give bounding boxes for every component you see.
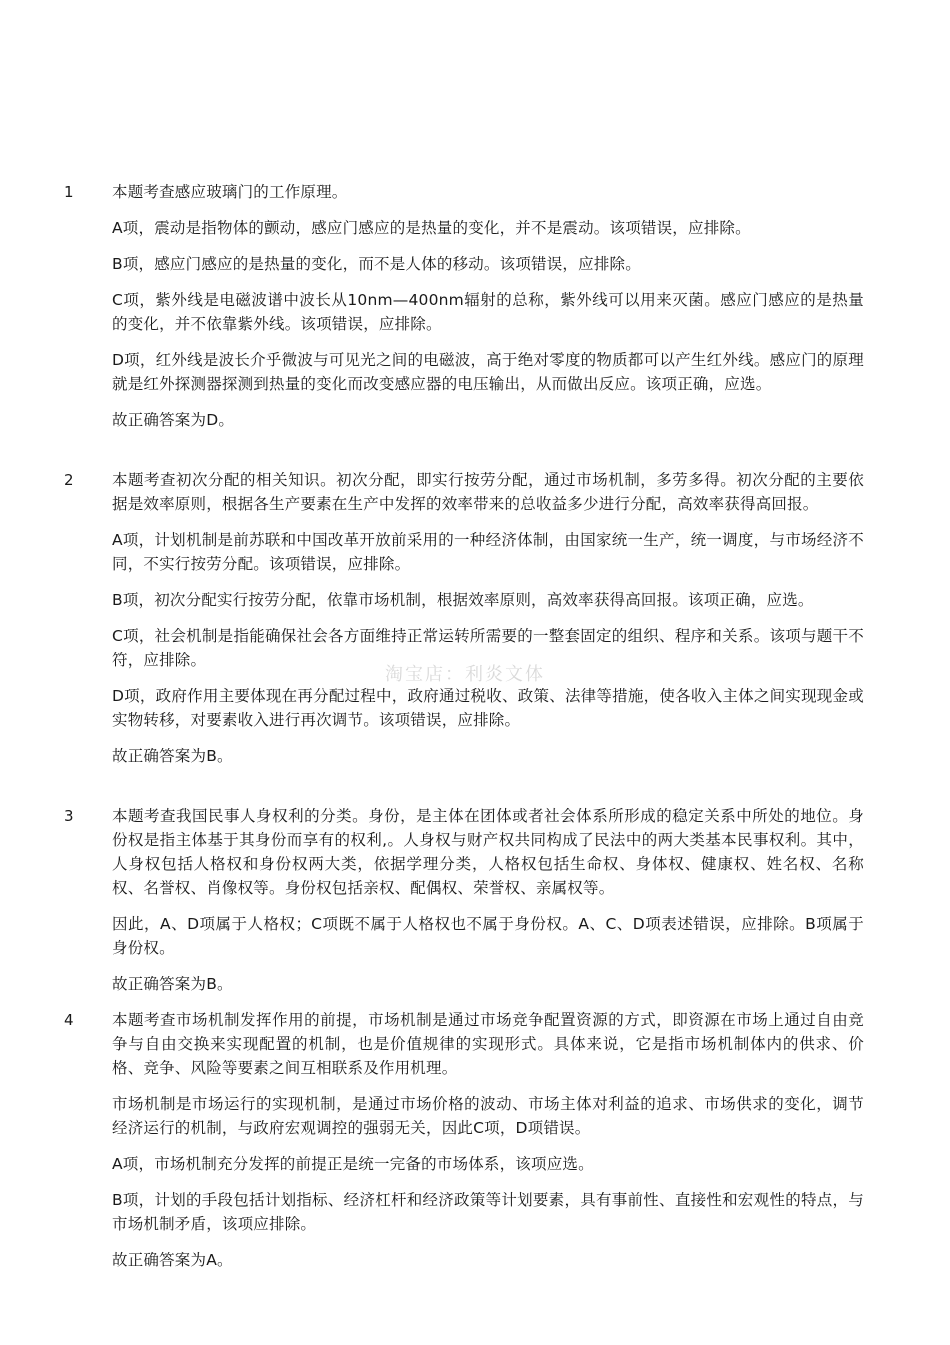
question-number: 2 <box>64 471 74 489</box>
paragraph: B项，计划的手段包括计划指标、经济杠杆和经济政策等计划要素，具有事前性、直接性和宏观性的特点，与市场机制矛盾，该项应排除。 <box>112 1191 864 1233</box>
paragraph: B项，感应门感应的是热量的变化，而不是人体的移动。该项错误，应排除。 <box>112 255 641 273</box>
question-body <box>112 1008 864 1284</box>
answer: 故正确答案为A。 <box>112 1251 233 1269</box>
question-number: 3 <box>64 807 74 825</box>
paragraph: C项，紫外线是电磁波谱中波长从10nm—400nm辐射的总称，紫外线可以用来灭菌。感应门感应的是热量的变化，并不依靠紫外线。该项错误，应排除。 <box>112 291 864 333</box>
paragraph: C项，社会机制是指能确保社会各方面维持正常运转所需要的一整套固定的组织、程序和关系。该项与题干不符，应排除。 <box>112 627 864 669</box>
paragraph: D项，红外线是波长介乎微波与可见光之间的电磁波，高于绝对零度的物质都可以产生红外线。感应门的原理就是红外探测器探测到热量的变化而改变感应器的电压输出，从而做出反应。该项正确，应选。 <box>112 351 864 393</box>
paragraph: 本题考查初次分配的相关知识。初次分配，即实行按劳分配，通过市场机制，多劳多得。初次分配的主要依据是效率原则，根据各生产要素在生产中发挥的效率带来的总收益多少进行分配，高效率获得高回报。 <box>112 471 864 513</box>
question-body <box>112 804 864 1008</box>
question-number: 4 <box>64 1011 74 1029</box>
paragraph: B项，初次分配实行按劳分配，依靠市场机制，根据效率原则，高效率获得高回报。该项正确，应选。 <box>112 591 814 609</box>
question-number: 1 <box>64 183 74 201</box>
paragraph: 市场机制是市场运行的实现机制，是通过市场价格的波动、市场主体对利益的追求、市场供求的变化，调节经济运行的机制，与政府宏观调控的强弱无关，因此C项，D项错误。 <box>112 1095 864 1137</box>
answer: 故正确答案为D。 <box>112 411 235 429</box>
question-body <box>112 468 864 780</box>
paragraph: A项，震动是指物体的颤动，感应门感应的是热量的变化，并不是震动。该项错误，应排除。 <box>112 219 751 237</box>
paragraph: 本题考查我国民事人身权利的分类。身份，是主体在团体或者社会体系所形成的稳定关系中所处的地位。身份权是指主体基于其身份而享有的权利,。人身权与财产权共同构成了民法中的两大类基本民事权利。其中，人身权包括人格权和身份权两大类，依据学理分类，人格权包括生命权、身体权、健康权、姓名权、名称权、名誉权、肖像权等。身份权包括亲权、配偶权、荣誉权、亲属权等。 <box>112 807 864 897</box>
watermark: 淘宝店：利炎文体 <box>385 664 545 685</box>
paragraph: 本题考查感应玻璃门的工作原理。 <box>112 183 348 201</box>
paragraph: A项，计划机制是前苏联和中国改革开放前采用的一种经济体制，由国家统一生产，统一调度，与市场经济不同，不实行按劳分配。该项错误，应排除。 <box>112 531 864 573</box>
answer: 故正确答案为B。 <box>112 747 233 765</box>
paragraph: 因此，A、D项属于人格权；C项既不属于人格权也不属于身份权。A、C、D项表述错误，应排除。B项属于身份权。 <box>112 915 864 957</box>
paragraph: D项，政府作用主要体现在再分配过程中，政府通过税收、政策、法律等措施，使各收入主体之间实现现金或实物转移，对要素收入进行再次调节。该项错误，应排除。 <box>112 687 864 729</box>
paragraph: 本题考查市场机制发挥作用的前提，市场机制是通过市场竞争配置资源的方式，即资源在市场上通过自由竞争与自由交换来实现配置的机制，也是价值规律的实现形式。具体来说，它是指市场机制体内的供求、价格、竞争、风险等要素之间互相联系及作用机理。 <box>112 1011 864 1077</box>
question-body <box>112 180 864 444</box>
paragraph: A项，市场机制充分发挥的前提正是统一完备的市场体系，该项应选。 <box>112 1155 594 1173</box>
answer: 故正确答案为B。 <box>112 975 233 993</box>
